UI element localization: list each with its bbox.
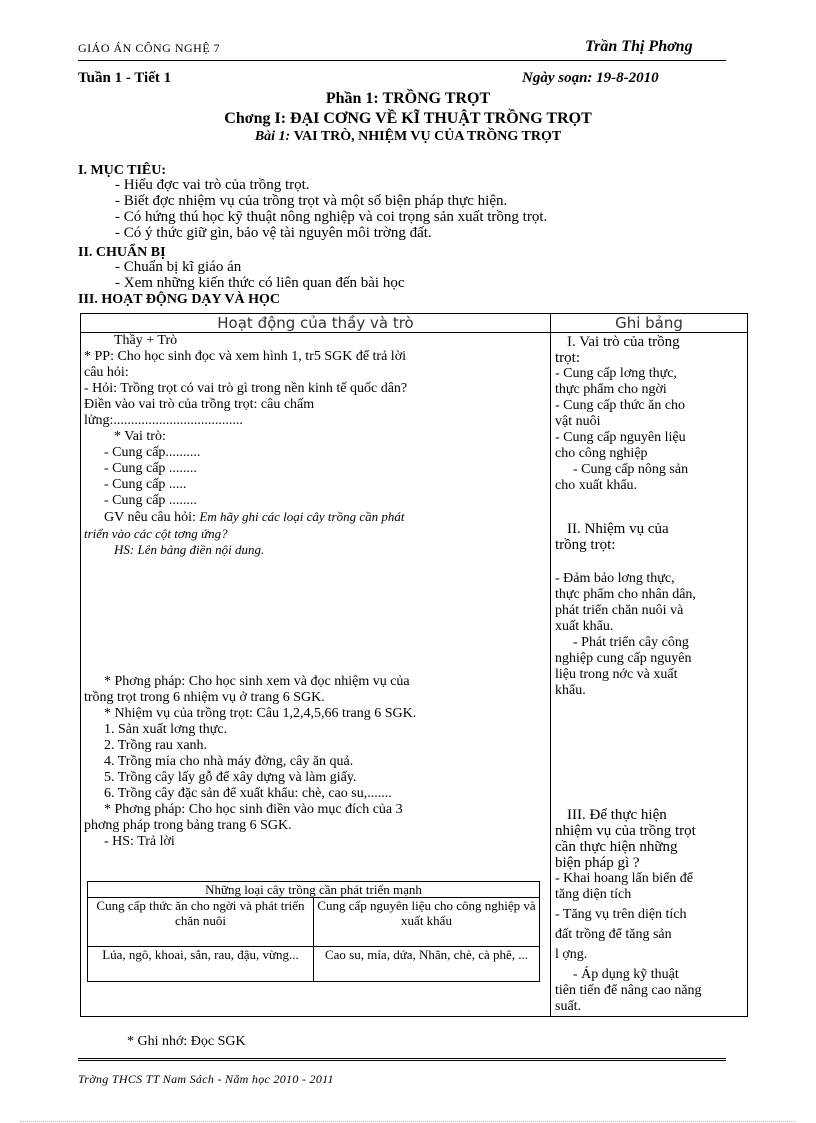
prep-heading: II. CHUẨN BỊ: [78, 245, 166, 260]
table-cell: Cung cấp thức ăn cho ngời và phát triển chăn nuôi: [96, 898, 305, 928]
board-heading: trồng trọt:: [555, 537, 616, 553]
course-header: GIÁO ÁN CÔNG NGHỆ 7: [78, 41, 221, 55]
table-row: [88, 898, 539, 947]
text-line: lửng:.....................................: [84, 413, 243, 428]
text-line: * Phơng pháp: Cho học sinh điền vào mục đích của 3: [104, 802, 403, 817]
question-intro: GV nêu câu hỏi:: [104, 510, 200, 525]
objective-item: - Có hứng thú học kỹ thuật nông nghiệp và coi trọng sản xuất trồng trọt.: [115, 209, 548, 225]
board-heading: III. Để thực hiện: [567, 807, 667, 823]
week-lesson: Tuần 1 - Tiết 1: [78, 70, 172, 86]
header-rule: [78, 60, 726, 61]
text-line: * Nhiệm vụ của trồng trọt: Câu 1,2,4,5,66 trang 6 SGK.: [104, 706, 417, 721]
objective-item: - Biết đợc nhiệm vụ của trồng trọt và một số biện pháp thực hiện.: [115, 193, 508, 209]
text-line: phơng pháp trong bảng trang 6 SGK.: [84, 818, 292, 833]
text-line: [84, 509, 546, 526]
board-line: - Cung cấp thức ăn cho: [555, 398, 686, 413]
prepare-date: Ngày soạn: 19-8-2010: [522, 70, 659, 86]
text-line: 6. Trồng cây đặc sản để xuất khẩu: chè, cao su,.......: [104, 786, 392, 801]
board-line: - Khai hoang lấn biển để: [555, 871, 694, 886]
board-heading: trọt:: [555, 350, 580, 366]
lesson-name: VAI TRÒ, NHIỆM VỤ CỦA TRỒNG TRỌT: [293, 129, 562, 144]
school-footer: Trờng THCS TT Nam Sách - Năm học 2010 - 2011: [78, 1072, 334, 1086]
board-line: xuất khẩu.: [555, 619, 614, 634]
column-divider: [550, 314, 551, 1016]
board-line: - Cung cấp nông sản: [573, 462, 689, 477]
footer-rule: [78, 1058, 726, 1061]
text-line: 1. Sản xuất lơng thực.: [104, 722, 228, 737]
objective-item: - Có ý thức giữ gìn, bảo vệ tài nguyên môi trờng đất.: [115, 225, 432, 241]
board-line: nghiệp cung cấp nguyên: [555, 651, 692, 666]
text-line: trồng trọt trong 6 nhiệm vụ ở trang 6 SGK.: [84, 690, 325, 705]
activities-column: [84, 333, 546, 558]
table-row: [88, 947, 539, 981]
board-line: tiên tiến để nâng cao năng: [555, 983, 702, 998]
board-heading: I. Vai trò của trồng: [567, 334, 680, 350]
text-line: 5. Trồng cây lấy gỗ để xây dựng và làm giấy.: [104, 770, 357, 785]
lesson-title: [0, 129, 816, 145]
board-heading: nhiệm vụ của trồng trọt: [555, 823, 696, 839]
board-line: l ợng.: [555, 947, 588, 962]
board-heading: biện pháp gì ?: [555, 855, 640, 871]
objective-item: - Hiểu đợc vai trò của trồng trọt.: [115, 177, 310, 193]
board-line: - Áp dụng kỹ thuật: [573, 967, 679, 982]
text-line: - Hỏi: Trồng trọt có vai trò gì trong nền kinh tế quốc dân?: [84, 381, 408, 396]
board-line: - Đảm bảo lơng thực,: [555, 571, 675, 586]
board-line: - Phát triển cây công: [573, 635, 689, 650]
board-line: khẩu.: [555, 683, 586, 698]
teacher-name: Trần Thị Phơng: [585, 38, 693, 55]
board-line: - Tăng vụ trên diện tích: [555, 907, 687, 922]
text-line: - Cung cấp ........: [104, 461, 197, 476]
board-section-role: [555, 334, 741, 494]
part-title: Phần 1: TRỒNG TRỌT: [325, 90, 491, 107]
plant-types-table: [87, 881, 540, 982]
text-line: 2. Trồng rau xanh.: [104, 738, 208, 753]
board-line: đất trồng để tăng sản: [555, 927, 672, 942]
text-line: câu hỏi:: [84, 365, 129, 380]
col-header-activities: Hoạt động của thầy và trò: [217, 314, 414, 332]
lesson-prefix: Bài 1:: [254, 129, 291, 144]
activities-column-continued: [84, 674, 546, 850]
activities-heading: III. HOẠT ĐỘNG DẠY VÀ HỌC: [78, 292, 280, 307]
prep-item: - Chuẩn bị kĩ giáo án: [115, 259, 242, 275]
board-line: phát triển chăn nuôi và: [555, 603, 684, 618]
board-line: cho xuất khẩu.: [555, 478, 638, 493]
table-cell: Cung cấp nguyên liệu cho công nghiệp và xuất khẩu: [313, 898, 539, 946]
text-line: Thầy + Trò: [114, 333, 178, 348]
chapter-title: Chơng I: ĐẠI CƠNG VỀ KĨ THUẬT TRỒNG TRỌT: [224, 110, 592, 127]
text-line: * Phơng pháp: Cho học sinh xem và đọc nhiệm vụ của: [104, 674, 410, 689]
question-text: Em hãy ghi các loại cây trồng cần phát: [199, 509, 405, 524]
board-section-measures: [555, 807, 741, 1015]
text-line: - HS: Trả lời: [104, 834, 175, 849]
table-cell: Cao su, mía, dứa, Nhãn, chè, cà phê, ...: [313, 947, 539, 981]
text-line: * Vai trò:: [114, 429, 166, 444]
remember-note: * Ghi nhớ: Đọc SGK: [127, 1034, 246, 1049]
board-line: - Cung cấp nguyên liệu: [555, 430, 686, 445]
board-line: suất.: [555, 999, 582, 1014]
page-edge: [20, 1121, 796, 1122]
board-heading: II. Nhiệm vụ của: [567, 521, 669, 537]
board-heading: cần thực hiện những: [555, 839, 678, 855]
prep-item: - Xem những kiến thức có liên quan đến bài học: [115, 275, 405, 291]
board-line: thực phẩm cho nhân dân,: [555, 587, 696, 602]
objectives-heading: I. MỤC TIÊU:: [78, 163, 167, 178]
text-line: - Cung cấp..........: [104, 445, 201, 460]
plant-table-title: Những loại cây trồng cần phát triển mạnh: [88, 882, 539, 898]
table-cell: Lúa, ngô, khoai, sắn, rau, đậu, vừng...: [102, 947, 299, 962]
text-line: - Cung cấp ........: [104, 493, 197, 508]
board-line: tăng diện tích: [555, 887, 632, 902]
text-line: Điền vào vai trò của trồng trọt: câu chấm: [84, 397, 315, 412]
text-line: * PP: Cho học sinh đọc và xem hình 1, tr5 SGK để trả lời: [84, 349, 406, 364]
text-line: HS: Lên bảng điền nội dung.: [114, 542, 265, 557]
board-line: thực phẩm cho ngời: [555, 382, 667, 397]
objectives-list: [115, 177, 547, 241]
lesson-table: [80, 313, 748, 1017]
text-line: - Cung cấp .....: [104, 477, 187, 492]
board-line: cho công nghiệp: [555, 446, 648, 461]
board-line: vật nuôi: [555, 414, 601, 429]
board-line: liệu trong nớc và xuất: [555, 667, 678, 682]
col-header-board: Ghi bảng: [615, 314, 683, 332]
board-section-tasks: [555, 521, 741, 699]
board-line: - Cung cấp lơng thực,: [555, 366, 677, 381]
text-line: triển vào các cột tơng ứng?: [84, 526, 228, 541]
prep-list: [115, 259, 405, 291]
text-line: 4. Trồng mía cho nhà máy đờng, cây ăn quả.: [104, 754, 354, 769]
